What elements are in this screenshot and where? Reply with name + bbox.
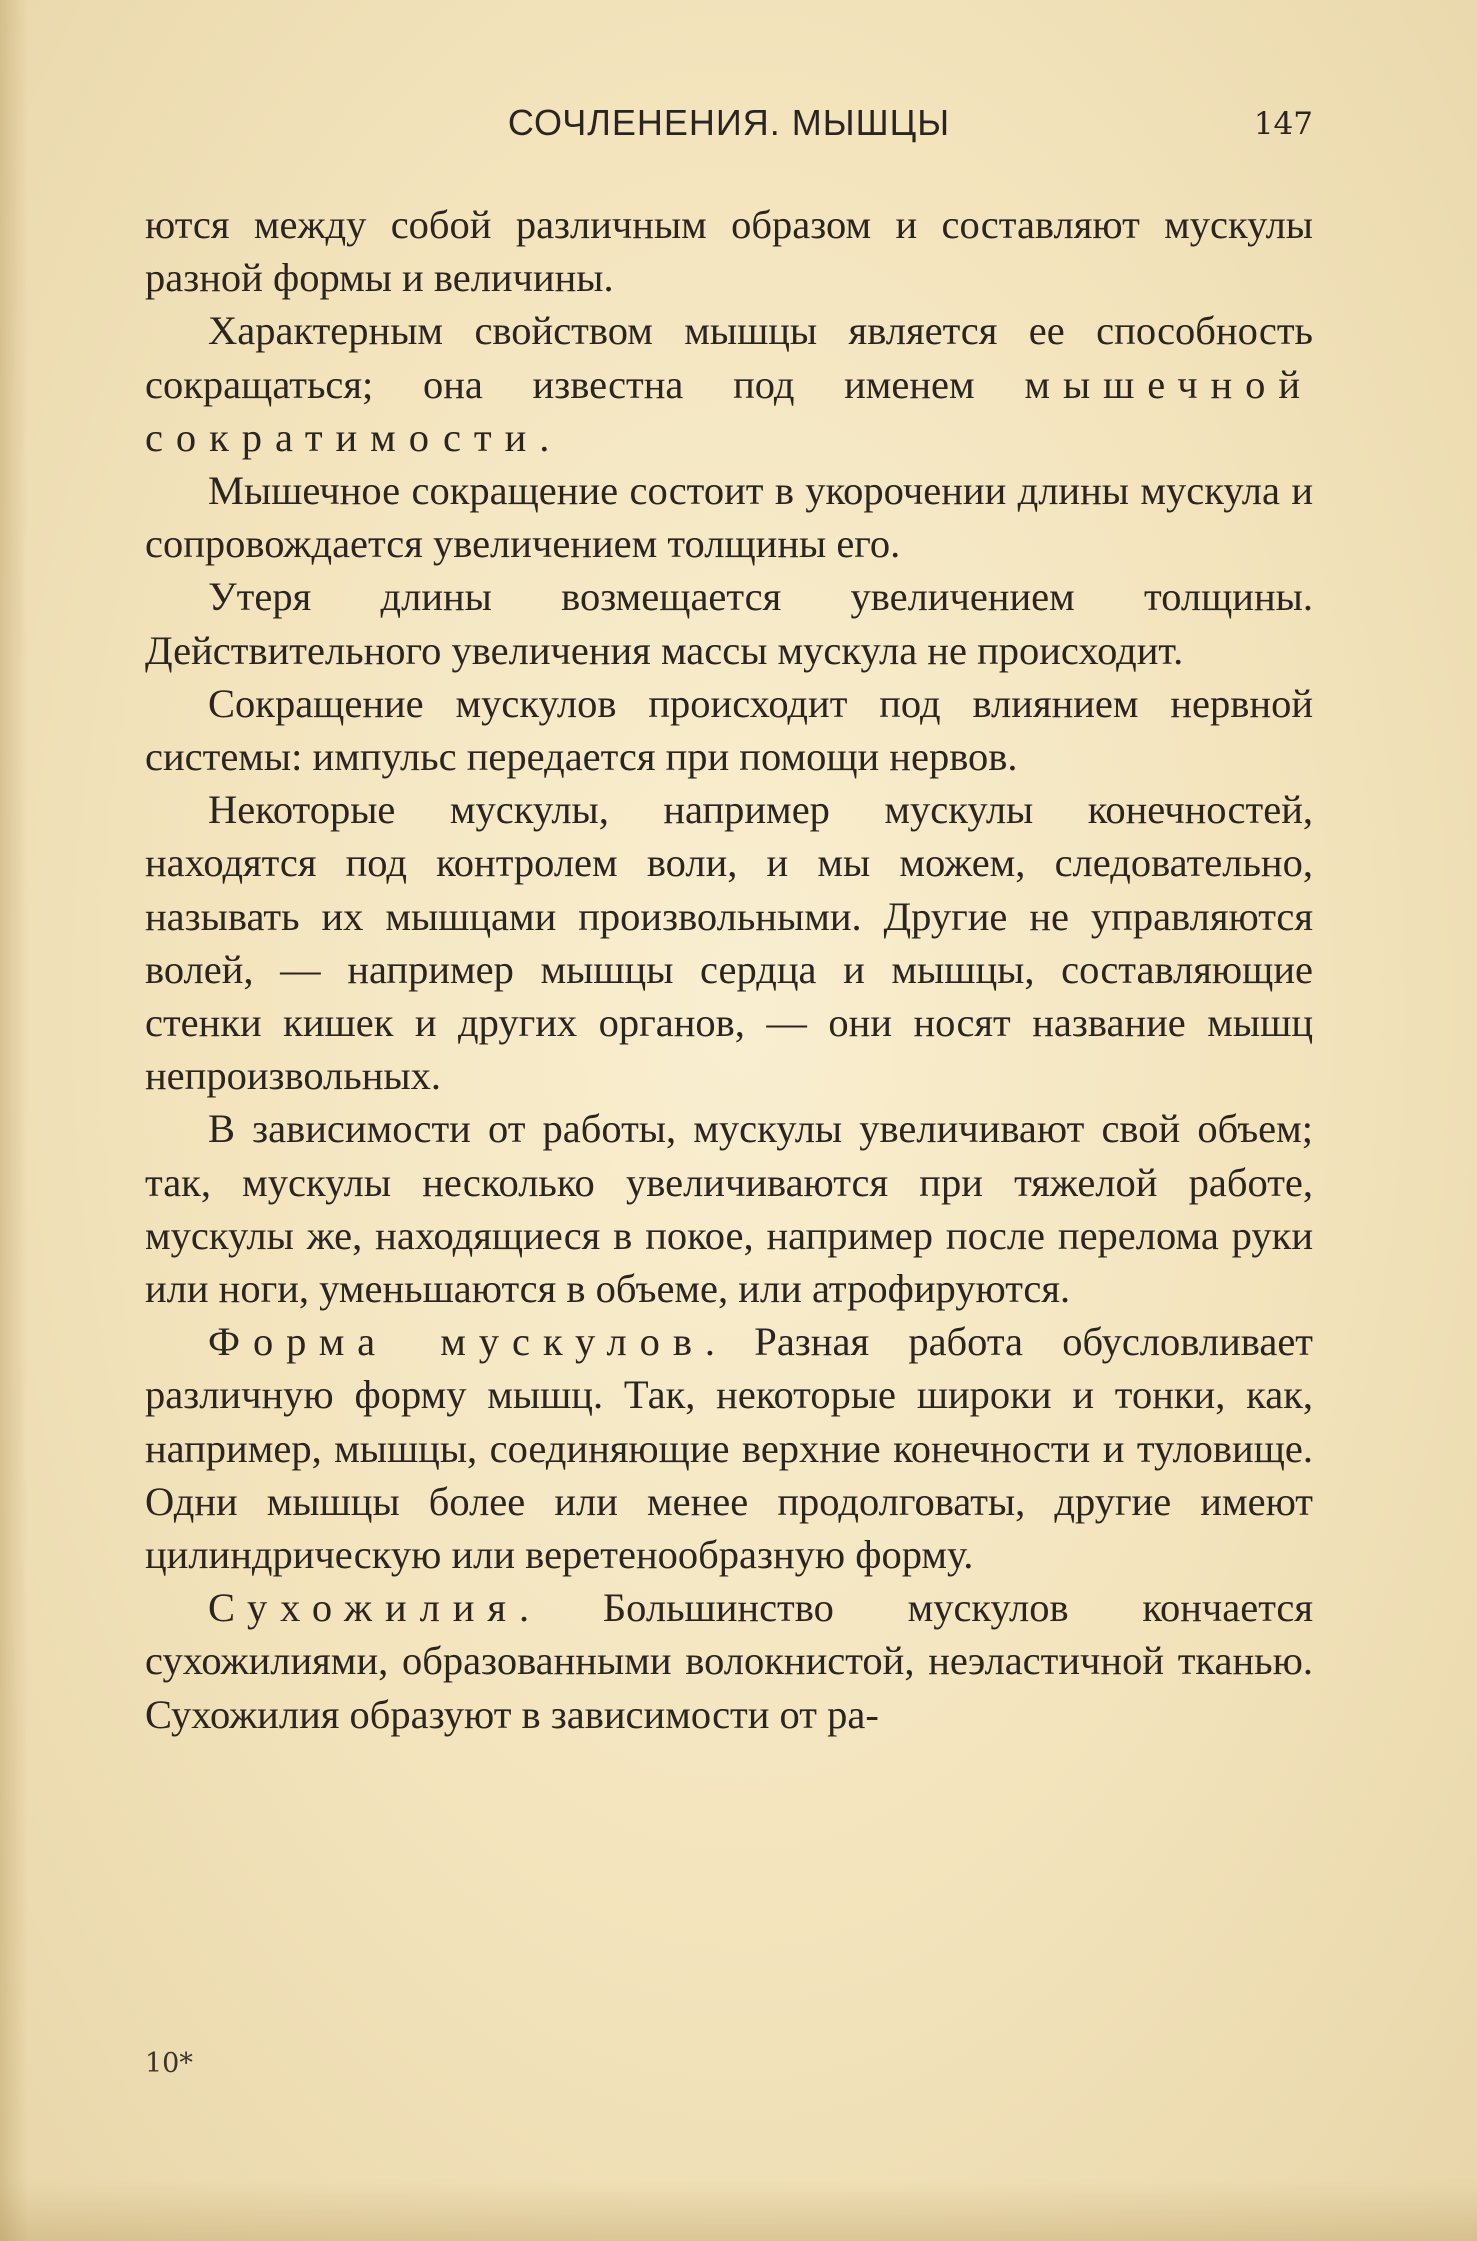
paragraph-volume xyxy=(145,1102,1313,1315)
paragraph-text: ются между собой различным образом и составляют мускулы разной формы и величины. xyxy=(145,202,1313,301)
paragraph-text: Сокращение мускулов происходит под влиянием нервной системы: импульс передается при помощи нервов. xyxy=(145,680,1313,780)
signature-mark: 10* xyxy=(145,2048,193,2079)
paragraph-text: Утеря длины возмещается увеличением толщины. Действительного увеличения массы мускула не происходит. xyxy=(145,574,1313,673)
spaced-term: мышечной сократимости xyxy=(145,361,1313,460)
paragraph-nervous-system xyxy=(145,677,1313,783)
paragraph-contractility xyxy=(145,304,1313,464)
page-number: 147 xyxy=(1253,106,1313,142)
paragraph-text: Характерным свойством мышцы является ее способность сокращаться; она известна под именем xyxy=(145,308,1313,407)
paragraph-text: . Разная работа обусловливает различную форму мышц. Так, некоторые широки и тонки, как, например, мышцы, соединяющие верхние конечности и туловище. Одни мышцы более или менее продолговаты, другие имеют цилиндрическую или веретенообразную форму. xyxy=(145,1319,1313,1578)
paragraph-text: . Большинство мускулов кончается сухожилиями, образованными волокнистой, неэластичной тканью. Сухожилия образуют в зависимости от ра- xyxy=(145,1585,1313,1737)
paragraph-text: . xyxy=(539,414,550,460)
paragraph-contraction xyxy=(145,464,1313,570)
paragraph-text: Мышечное сокращение состоит в укорочении длины мускула и сопровождается увеличением толщины его. xyxy=(145,468,1313,567)
body-text xyxy=(145,198,1313,1741)
section-heading: Форма мускулов xyxy=(208,1319,705,1365)
paragraph-voluntary-muscles xyxy=(145,783,1313,1102)
paragraph-text: В зависимости от работы, мускулы увеличивают свой объем; так, мускулы несколько увеличиваются при тяжелой работе, мускулы же, находящиеся в покое, например после перелома руки или ноги, уменьшаются в объеме, или атрофируются. xyxy=(145,1106,1313,1312)
running-title: СОЧЛЕНЕНИЯ. МЫШЦЫ xyxy=(507,102,951,143)
page-edge-shadow xyxy=(0,0,28,2241)
paragraph-length-loss xyxy=(145,570,1313,676)
running-head xyxy=(145,102,1313,152)
paragraph-tendons xyxy=(145,1581,1313,1741)
page-bottom-shadow xyxy=(0,2181,1477,2241)
section-heading: Сухожилия xyxy=(208,1585,520,1631)
paragraph-continuation xyxy=(145,198,1313,304)
paragraph-text: Некоторые мускулы, например мускулы конечностей, находятся под контролем воли, и мы можем, следовательно, называть их мышцами произвольными. Другие не управляются волей, — например мышцы сердца и мышцы, составляющие стенки кишек и других органов, — они носят название мышц непроизвольных. xyxy=(145,787,1313,1099)
paragraph-muscle-form xyxy=(145,1315,1313,1581)
